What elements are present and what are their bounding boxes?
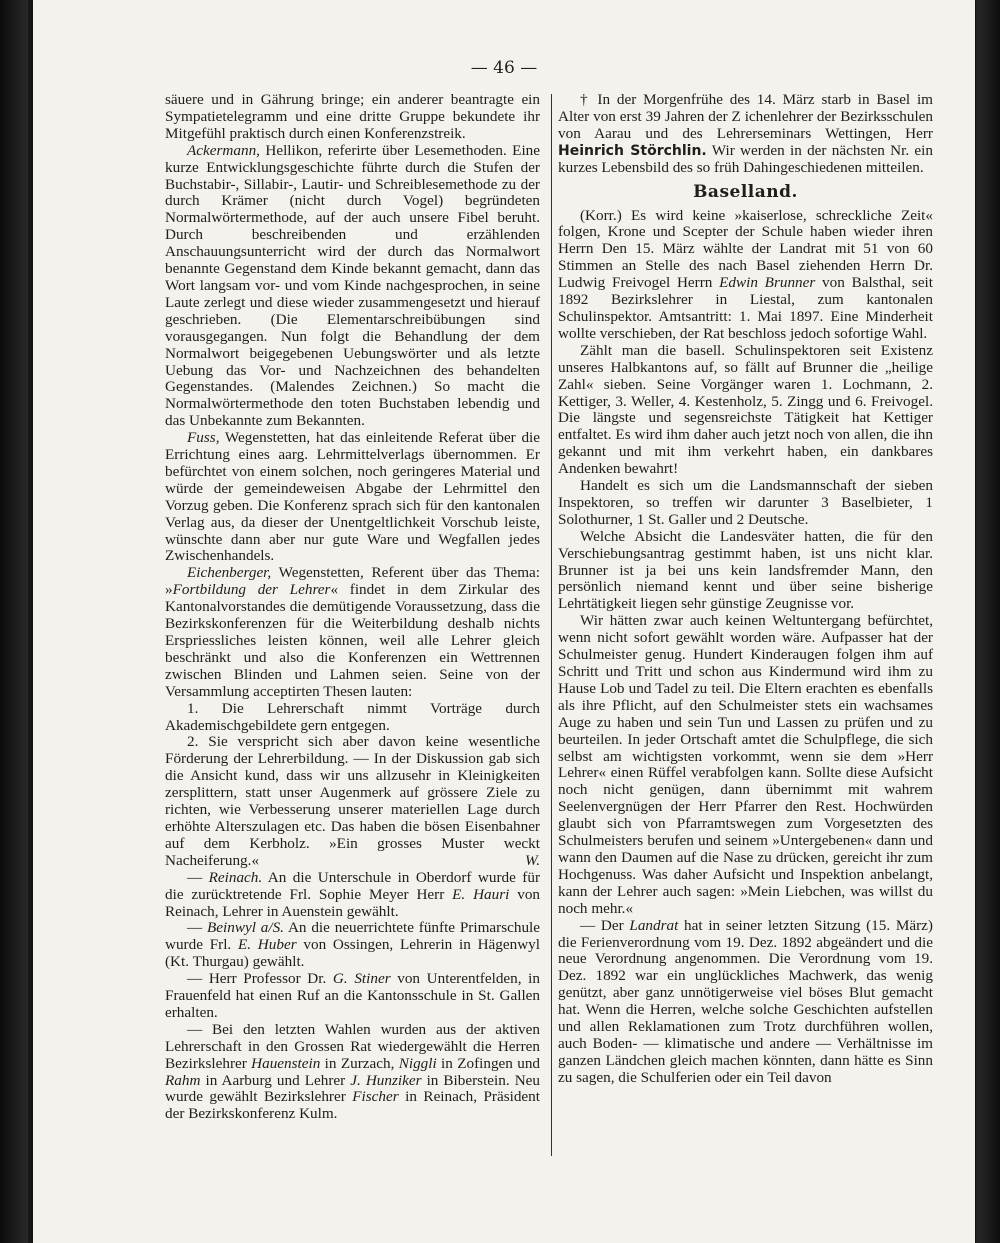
paragraph-landrat	[558, 918, 933, 1087]
text-wahlen-b: in Zurzach,	[320, 1054, 399, 1072]
section-heading-baselland: Baselland.	[693, 181, 798, 202]
signature-w: W.	[524, 851, 540, 869]
name-huber: E. Huber	[237, 936, 297, 954]
text-beinwyl-a: An die neuerrichtete fünfte Primarschule wurde Frl.	[165, 919, 540, 954]
paragraph-absicht: Welche Absicht die Landesväter hatten, die für den Verschiebungsantrag gestimmt haben, ist uns nicht klar. Brunner ist ja bei uns kein landsfremder Mann, den persönlich niemand kennt und über seine bisherige Lehrtätigkeit liegen sehr günstige Zeugnisse vor.	[558, 527, 933, 613]
dash-beinwyl: —	[187, 919, 208, 937]
column-divider	[551, 94, 552, 1156]
text-eichenberger-b: « findet in dem Zirkular des Kantonalvorstandes die demütigende Voraussetzung, dass die Bezirkskonferenzen für die Weiterbildung deshalb nichts Erspriessliches leisten können, weil alle Lehrer gleich beschränkt und also die Konferenzen ein Wettrennen zwischen Blinden und Lahmen seien. Seine von der Versammlung acceptirten Thesen lauten:	[165, 581, 540, 700]
paragraph-reinach	[165, 870, 540, 921]
name-hauenstein: Hauenstein	[251, 1054, 321, 1072]
name-hunziker: J. Hunziker	[350, 1071, 422, 1089]
left-column	[165, 92, 540, 1123]
right-column	[558, 92, 933, 1087]
text-stiner-a: — Herr Professor Dr.	[187, 970, 333, 988]
paragraph-strike: säuere und in Gährung bringe; ein anderer beantragte ein Sympatietelegramm und eine dritte Gruppe bekundete ihr Mitgefühl praktisch durch einen Konferenzstreik.	[165, 91, 540, 142]
dash-reinach: —	[187, 868, 209, 886]
name-eichenberger: Eichenberger,	[187, 564, 272, 582]
name-ackermann: Ackermann,	[187, 141, 260, 159]
text-obituary-b: Wir werden in der nächsten Nr. ein kurzes Lebensbild des so früh Dahingeschiedenen mitteilen.	[558, 141, 933, 176]
topic-fortbildung: Fortbildung der Lehrer	[172, 581, 331, 599]
name-landrat: Landrat	[629, 916, 679, 934]
thesis-2	[165, 734, 540, 869]
text-reinach-b: von Reinach, Lehrer in Auenstein gewählt.	[165, 885, 541, 920]
text-thesis-2: 2. Sie verspricht sich aber davon keine wesentliche Förderung der Lehrerbildung. — In der Diskussion gab sich die Ansicht kund, dass wir uns allzusehr in Kleinigkeiten zersplittern, statt unser Augenmerk auf grössere Ziele zu richten, wie Verbesserung unserer materiellen Lage durch erhöhte Alterszulagen etc. Das haben die bösen Eisenbahner auf dem Kerbholz. »Ein grosses Muster weckt Nacheiferung.«	[165, 733, 540, 869]
paragraph-landsmannschaft: Handelt es sich um die Landsmannschaft der sieben Inspektoren, so treffen wir darunter 3 Baselbieter, 1 Solothurner, 1 St. Galler und 2 Deutsche.	[558, 477, 933, 528]
name-stiner: G. Stiner	[332, 970, 391, 988]
paragraph-inspektoren: Zählt man die basell. Schulinspektoren seit Existenz unseres Halbkantons auf, so fällt auf Brunner die „heilige Zahl« sieben. Seine Vorgänger waren 1. Lochmann, 2. Kettiger, 3. Weller, 4. Kestenholz, 5. Zingg und 6. Freivogel. Die längste und segensreichste Tätigkeit hat Kettiger entfaltet. Es wird ihm daher auch jetzt noch von allen, die ihn gekannt und mit ihm verkehrt haben, ein dankbares Andenken bewahrt!	[558, 341, 933, 478]
paragraph-eichenberger	[165, 565, 540, 700]
thesis-1: 1. Die Lehrerschaft nimmt Vorträge durch Akademischgebildete gern entgegen.	[165, 699, 540, 734]
scan-edge-left	[0, 0, 28, 1243]
text-eichenberger-a: Wegenstetten, Referent über das Thema: »	[165, 564, 540, 599]
name-stoerchlin: Heinrich Störchlin.	[558, 142, 707, 159]
text-landrat-a: — Der	[580, 916, 630, 934]
paragraph-korr	[558, 208, 933, 343]
text-beinwyl-b: von Ossingen, Lehrerin in Hägenwyl (Kt. Thurgau) gewählt.	[165, 936, 540, 971]
text-wahlen-f: in Reinach, Präsident der Bezirkskonferenz Kulm.	[165, 1088, 540, 1123]
paragraph-obituary	[558, 92, 933, 177]
name-rahm: Rahm	[165, 1071, 201, 1089]
paragraph-fuss	[165, 430, 540, 565]
place-reinach: Reinach.	[208, 868, 263, 886]
scan-edge-right	[976, 0, 1000, 1243]
text-lehrmittelverlag: Wegenstetten, hat das einleitende Referat über die Errichtung eines aarg. Lehrmittelverlags übernommen. Er befürchtet von einem solchen, noch geringeres Material und würde der gemeindeweisen Abgabe der Lehrmittel den Vorzug geben. Die Konferenz sprach sich für den kantonalen Verlag aus, da dieser der Unentgeltlichkeit Vorschub leiste, wünschte dann aber nur gute Ware und Wegfallen jedes Zwischenhandels.	[165, 429, 540, 565]
paragraph-stiner	[165, 971, 540, 1022]
text-landrat-b: hat in seiner letzten Sitzung (15. März) die Ferienverordnung vom 19. Dez. 1892 abgeändert und die neue Verordnung angenommen. Die Verordnung vom 19. Dez. 1892 war ein unglückliches Machwerk, das wenig genützt, aber ganz unnötigerweise viel böses Blut gemacht hat. Wenn die Herren, welche solche Geschichten aufstellen und allen Reklamationen zum Trotz durchführen wollen, auch Boden- — klimatische und andere — Verhältnisse im ganzen Ländchen gleich machen könnten, dann hätte es Sinn zu sagen, die Schulferien oder ein Teil davon	[558, 916, 933, 1086]
name-hauri: E. Hauri	[452, 885, 510, 903]
text-obituary-a: † In der Morgenfrühe des 14. März starb in Basel im Alter von erst 39 Jahren der Z ichenlehrer der Bezirksschulen von Aarau und des Lehrerseminars Wettingen, Herr	[558, 91, 933, 142]
newspaper-page	[33, 0, 975, 1243]
page-number: — 46 —	[470, 58, 538, 78]
paragraph-beinwyl	[165, 920, 540, 971]
text-wahlen-d: in Aarburg und Lehrer	[200, 1071, 351, 1089]
text-wahlen-e: in Biberstein. Neu wurde gewählt Bezirkslehrer	[165, 1071, 541, 1106]
paragraph-wahlen	[165, 1022, 540, 1123]
place-beinwyl: Beinwyl a/S.	[207, 919, 284, 937]
text-korr-a: (Korr.) Es wird keine »kaiserlose, schreckliche Zeit« folgen, Krone und Scepter der Schule haben wieder ihren Herrn Den 15. März wählte der Landrat mit 51 von 60 Stimmen an Stelle des nach Basel ziehenden Herrn Dr. Ludwig Freivogel Herrn	[558, 206, 933, 292]
text-lesemethoden: Hellikon, referirte über Lesemethoden. Eine kurze Entwicklungsgeschichte führte durch die Stufen der Buchstabir-, Sillabir-, Lautir- und Schreiblesemethode zu der durch Krämer (nicht durch Vogel) begründeten Normalwörtermethode, auf der auch unsere Fibel beruht. Durch beschreibenden und erzählenden Anschauungsunterricht wird der durch das Normalwort benannte Gegenstand dem Kinde bekannt gemacht, dann das Wort langsam vor- und vom Kinde nachgesprochen, in seine Laute zerlegt und diese wieder zusammengesetzt und hierauf geschrieben. (Die Elementarschreibübungen sind vorausgegangen. Nun folgt die Behandlung der dem Normalwort beigegebenen Uebungswörter und als letzte Uebung das Vor- und Nachzeichnen des behandelten Gegenstandes. (Malendes Zeichnen.) So macht die Normalwörtermethode den toten Buchstaben lebendig und das Unbekannte zum Bekannten.	[165, 141, 540, 430]
name-brunner: Edwin Brunner	[719, 274, 816, 292]
text-wahlen-a: — Bei den letzten Wahlen wurden aus der aktiven Lehrerschaft in den Grossen Rat wiedergewählt die Herren Bezirkslehrer	[165, 1020, 540, 1072]
paragraph-aufsicht: Wir hätten zwar auch keinen Weltuntergang befürchtet, wenn nicht sofort gewählt worden wäre. Aufpasser hat der Schulmeister genug. Hundert Kinderaugen folgen ihm auf Schritt und Tritt und schon aus Kindermund wird ihm zu Hause Lob und Tadel zu teil. Die Eltern erachten es ebenfalls als ihre Pflicht, auf den Schulmeister stets ein wachsames Auge zu haben und sein Tun und Lassen zu prüfen und zu beurteilen. In jeder Ortschaft amtet die Schulpflege, die sich selbst am wichtigsten vorkommt, wenn sie dem »Herr Lehrer« einen Rüffel verabfolgen kann. Sollte diese Aufsicht noch nicht genügen, dann übernimmt mit wahrem Seelenvergnügen der Herr Pfarrer den Rest. Hochwürden glaubt sich von Pfarramtswegen zum Vorgesetzten des Schulmeisters berufen und seinem »Untergebenen« dann und wann den Daumen auf die Nase zu drücken, gereicht ihr zum Hochgenuss. Was daher Aufsicht und Inspektion anbelangt, kann der Lehrer auch sagen: »Mein Liebchen, was willst du noch mehr.«	[558, 612, 933, 917]
paragraph-ackermann	[165, 143, 540, 430]
text-wahlen-c: in Zofingen und	[436, 1054, 541, 1072]
text-stiner-b: von Unterentfelden, in Frauenfeld hat einen Ruf an die Kantonsschule in St. Gallen erhalten.	[165, 970, 540, 1021]
text-reinach-a: An die Unterschule in Oberdorf wurde für die zurücktretende Frl. Sophie Meyer Herr	[165, 868, 541, 903]
text-korr-b: von Balsthal, seit 1892 Bezirkslehrer in Liestal, zum kantonalen Schulinspektor. Amtsantritt: 1. Mai 1897. Eine Minderheit wollte verschieben, der Rat beschloss jedoch sofortige Wahl.	[558, 274, 933, 342]
name-fischer: Fischer	[352, 1088, 399, 1106]
name-fuss: Fuss,	[187, 429, 220, 447]
name-niggli: Niggli	[398, 1054, 437, 1072]
